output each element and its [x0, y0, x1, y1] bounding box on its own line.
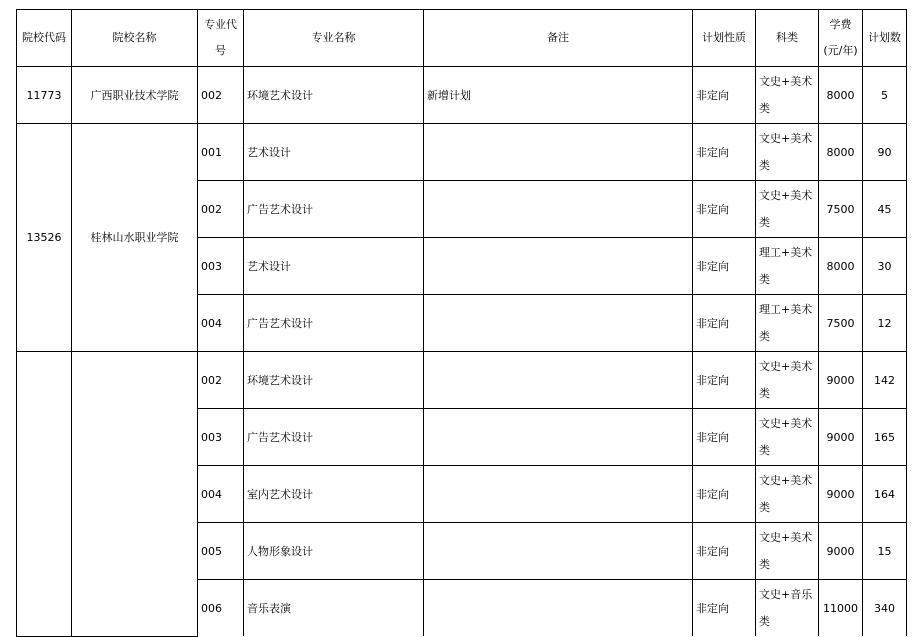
major-code-cell: 004 [198, 295, 244, 352]
tuition-cell: 8000 [819, 124, 863, 181]
major-name-cell: 广告艺术设计 [244, 409, 424, 466]
school-code-cell: 13526 [17, 124, 72, 352]
major-code-cell: 003 [198, 238, 244, 295]
header-category: 科类 [756, 10, 819, 67]
header-major-name: 专业名称 [244, 10, 424, 67]
note-cell [424, 181, 693, 238]
header-school-name: 院校名称 [72, 10, 198, 67]
table-row [17, 352, 907, 409]
category-cell: 理工+美术类 [756, 295, 819, 352]
school-code-cell [17, 352, 72, 637]
table-header [17, 10, 907, 67]
tuition-cell: 9000 [819, 466, 863, 523]
category-cell: 文史+美术类 [756, 352, 819, 409]
plan-count-cell: 142 [863, 352, 907, 409]
category-cell: 文史+美术类 [756, 466, 819, 523]
major-code-cell: 006 [198, 580, 244, 637]
plan-count-cell: 90 [863, 124, 907, 181]
note-cell [424, 580, 693, 637]
category-cell: 文史+美术类 [756, 409, 819, 466]
major-name-cell: 广告艺术设计 [244, 295, 424, 352]
plan-count-cell: 30 [863, 238, 907, 295]
tuition-cell: 9000 [819, 409, 863, 466]
major-code-cell: 002 [198, 181, 244, 238]
plan-type-cell: 非定向 [693, 67, 756, 124]
plan-type-cell: 非定向 [693, 523, 756, 580]
tuition-cell: 8000 [819, 238, 863, 295]
category-cell: 理工+美术类 [756, 238, 819, 295]
note-cell [424, 124, 693, 181]
note-cell [424, 523, 693, 580]
tuition-cell: 9000 [819, 523, 863, 580]
note-cell [424, 409, 693, 466]
plan-type-cell: 非定向 [693, 409, 756, 466]
category-cell: 文史+美术类 [756, 124, 819, 181]
note-cell [424, 238, 693, 295]
major-code-cell: 003 [198, 409, 244, 466]
plan-count-cell: 5 [863, 67, 907, 124]
major-name-cell: 艺术设计 [244, 238, 424, 295]
tuition-cell: 9000 [819, 352, 863, 409]
category-cell: 文史+美术类 [756, 523, 819, 580]
header-plan-type: 计划性质 [693, 10, 756, 67]
table-body [17, 67, 907, 637]
note-cell: 新增计划 [424, 67, 693, 124]
plan-type-cell: 非定向 [693, 352, 756, 409]
tuition-cell: 11000 [819, 580, 863, 637]
major-name-cell: 室内艺术设计 [244, 466, 424, 523]
plan-type-cell: 非定向 [693, 295, 756, 352]
note-cell [424, 466, 693, 523]
plan-count-cell: 340 [863, 580, 907, 637]
tuition-cell: 8000 [819, 67, 863, 124]
plan-type-cell: 非定向 [693, 124, 756, 181]
table-row [17, 124, 907, 181]
major-code-cell: 004 [198, 466, 244, 523]
plan-type-cell: 非定向 [693, 181, 756, 238]
major-code-cell: 001 [198, 124, 244, 181]
plan-type-cell: 非定向 [693, 466, 756, 523]
note-cell [424, 295, 693, 352]
plan-count-cell: 45 [863, 181, 907, 238]
category-cell: 文史+音乐类 [756, 580, 819, 637]
school-code-cell: 11773 [17, 67, 72, 124]
category-cell: 文史+美术类 [756, 181, 819, 238]
plan-count-cell: 165 [863, 409, 907, 466]
plan-type-cell: 非定向 [693, 238, 756, 295]
header-major-code: 专业代号 [198, 10, 244, 67]
major-name-cell: 艺术设计 [244, 124, 424, 181]
plan-count-cell: 15 [863, 523, 907, 580]
plan-count-cell: 164 [863, 466, 907, 523]
enrollment-plan-table [16, 9, 907, 637]
major-name-cell: 音乐表演 [244, 580, 424, 637]
header-school-code: 院校代码 [17, 10, 72, 67]
plan-type-cell: 非定向 [693, 580, 756, 637]
major-name-cell: 环境艺术设计 [244, 67, 424, 124]
major-code-cell: 002 [198, 67, 244, 124]
category-cell: 文史+美术类 [756, 67, 819, 124]
header-plan-count: 计划数 [863, 10, 907, 67]
header-note: 备注 [424, 10, 693, 67]
tuition-cell: 7500 [819, 181, 863, 238]
school-name-cell [72, 352, 198, 637]
school-name-cell: 桂林山水职业学院 [72, 124, 198, 352]
tuition-cell: 7500 [819, 295, 863, 352]
major-code-cell: 005 [198, 523, 244, 580]
major-name-cell: 环境艺术设计 [244, 352, 424, 409]
table-row [17, 67, 907, 124]
plan-count-cell: 12 [863, 295, 907, 352]
major-name-cell: 广告艺术设计 [244, 181, 424, 238]
major-name-cell: 人物形象设计 [244, 523, 424, 580]
note-cell [424, 352, 693, 409]
header-tuition: 学费(元/年) [819, 10, 863, 67]
major-code-cell: 002 [198, 352, 244, 409]
school-name-cell: 广西职业技术学院 [72, 67, 198, 124]
